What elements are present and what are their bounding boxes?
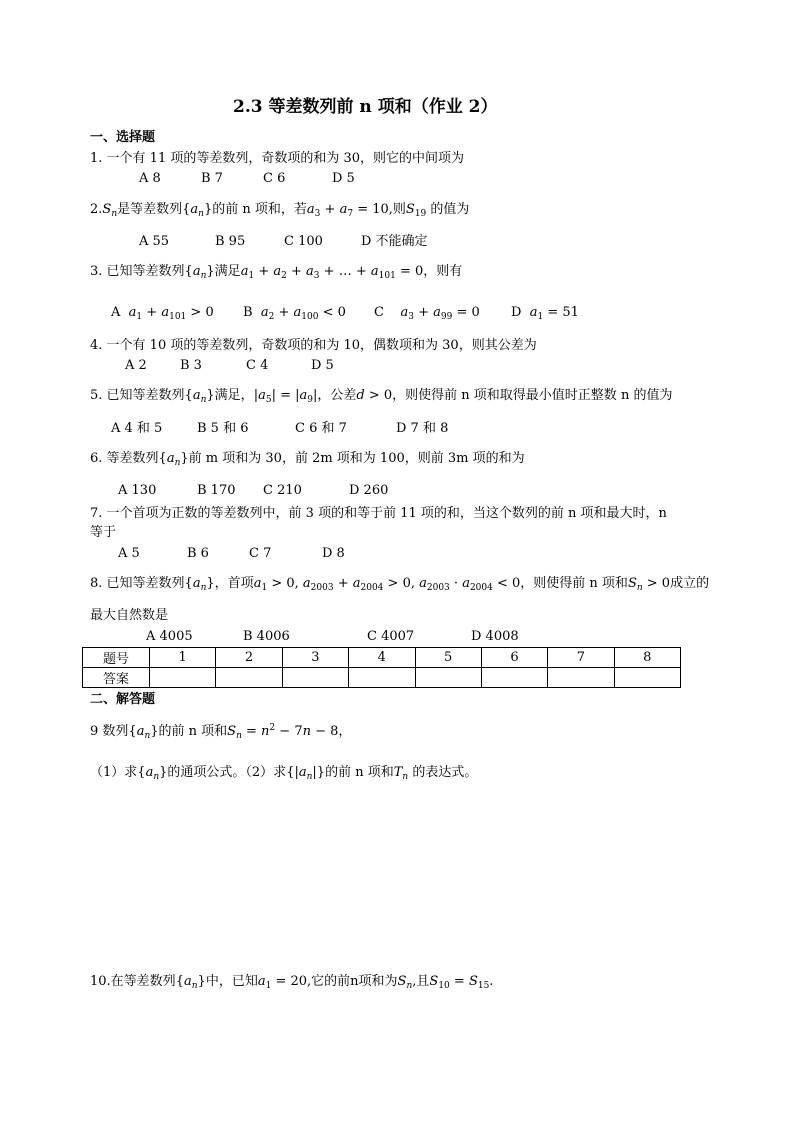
q9-part-3: 的前 n 项和 xyxy=(325,765,394,780)
q8-text-3: ，则使得前 n 项和 xyxy=(520,576,628,591)
table-number-3: 3 xyxy=(282,648,348,668)
table-number-1: 1 xyxy=(150,648,216,668)
table-number-8: 8 xyxy=(614,648,680,668)
question-1-stem: 1. 一个有 11 项的等差数列，奇数项的和为 30，则它的中间项为 xyxy=(90,151,465,166)
table-number-2: 2 xyxy=(216,648,282,668)
q8-text-2: ，首项 xyxy=(214,576,254,591)
q5-text-3: ，公差 xyxy=(317,388,357,403)
q2-text-4: 的值为 xyxy=(430,202,470,217)
q2-text-3: 则 xyxy=(392,202,406,217)
q1-option-a: A 8 xyxy=(139,171,161,186)
q7-option-b: B 6 xyxy=(187,546,209,561)
q1-option-d: D 5 xyxy=(332,171,355,186)
q3-text-2: 满足 xyxy=(214,264,241,279)
q8-text-1: 8. 已知等差数列 xyxy=(90,576,185,591)
answer-cell-4[interactable] xyxy=(349,668,415,688)
q6-text-1: 6. 等差数列 xyxy=(90,451,159,466)
q5-option-c: C 6 和 7 xyxy=(295,421,347,436)
q6-option-b: B 170 xyxy=(197,483,236,498)
q2-text-2: 的前 n 项和，若 xyxy=(212,202,307,217)
q3-option-d: D $a_1 = 51$ xyxy=(511,305,579,322)
q6-option-c: C 210 xyxy=(263,483,302,498)
q3-text-1: 3. 已知等差数列 xyxy=(90,264,185,279)
question-9-stem: 9 数列$\{a_n\}$的前 n 项和$S_n = n^2 - 7n - 8$， xyxy=(90,723,352,741)
question-7-line-1: 7. 一个首项为正数的等差数列中，前 3 项的和等于前 11 项的和，当这个数列的前 n 项和最大时，n xyxy=(90,506,667,521)
q2-option-d: D 不能确定 xyxy=(361,234,428,249)
q7-option-c: C 7 xyxy=(249,546,272,561)
q3-option-a: A $a_1 + a_{101} > 0$ xyxy=(111,305,214,322)
answer-cell-8[interactable] xyxy=(614,668,680,688)
q10-text-3: 它的前n项和为 xyxy=(311,974,398,989)
q5-option-a: A 4 和 5 xyxy=(111,421,163,436)
table-number-4: 4 xyxy=(349,648,415,668)
table-number-5: 5 xyxy=(415,648,481,668)
q10-text-2: 中，已知 xyxy=(205,974,258,989)
q1-option-c: C 6 xyxy=(263,171,286,186)
q3-option-c-letter: C xyxy=(374,305,384,320)
q5-text-4: ，则使得前 n 项和取得最小值时正整数 n 的值为 xyxy=(392,388,673,403)
answer-cell-6[interactable] xyxy=(481,668,547,688)
q4-option-b: B 3 xyxy=(180,358,202,373)
q9-part-1: （1）求 xyxy=(90,765,138,780)
page-title: 2.3 等差数列前 n 项和（作业 2） xyxy=(233,97,498,117)
q7-option-a: A 5 xyxy=(118,546,140,561)
table-header-answer: 答案 xyxy=(83,668,150,688)
q3-option-b: B $a_2 + a_{100} < 0$ xyxy=(243,305,346,322)
question-2-stem: $2.S_n$是等差数列$\{a_n\}$的前 n 项和，若$a_3 + a_7 = 10$,则$S_{19}$ 的值为 xyxy=(90,202,470,219)
question-4-stem: 4. 一个有 10 项的等差数列，奇数项的和为 10，偶数项和为 30，则其公差为 xyxy=(90,338,537,353)
q9-text-3: ， xyxy=(338,724,352,739)
q3-text-3: ，则有 xyxy=(423,264,463,279)
q9-part-2: 的通项公式。（2）求 xyxy=(167,765,287,780)
q6-option-a: A 130 xyxy=(118,483,157,498)
q10-text-1: 10.在等差数列 xyxy=(90,974,176,989)
section-heading-solve: 二、解答题 xyxy=(90,692,156,707)
question-6-stem: 6. 等差数列$\{a_n\}$前 m 项和为 30，前 2m 项和为 100，则前 3m 项的和为 xyxy=(90,451,525,468)
q6-text-2: 前 m 项和为 30，前 2m 项和为 100，则前 3m 项的和为 xyxy=(188,451,525,466)
answer-table-answer-row xyxy=(83,668,681,688)
q10-text-4: 且 xyxy=(416,974,430,989)
q5-text-1: 5. 已知等差数列 xyxy=(90,388,185,403)
q2-number: 2. xyxy=(90,202,103,217)
answer-cell-3[interactable] xyxy=(282,668,348,688)
question-9-parts: （1）求$\{a_n\}$的通项公式。（2）求$\{|a_n|\}$的前 n 项和$T_n$ 的表达式。 xyxy=(90,765,478,782)
q3-option-b-letter: B xyxy=(243,305,253,320)
q6-option-d: D 260 xyxy=(349,483,389,498)
section-heading-choice: 一、选择题 xyxy=(90,130,156,145)
answer-cell-2[interactable] xyxy=(216,668,282,688)
q5-option-b: B 5 和 6 xyxy=(197,421,249,436)
q4-option-c: C 4 xyxy=(246,358,269,373)
q5-option-d: D 7 和 8 xyxy=(396,421,449,436)
question-10-stem: 10.在等差数列$\{a_n\}$中，已知$a_1 = 20$,它的前n项和为$S_n$,且$S_{10} = S_{15}$. xyxy=(90,974,494,991)
answer-table-number-row xyxy=(83,648,681,668)
question-5-stem: 5. 已知等差数列$\{a_n\}$满足，$|a_5| = |a_9|$，公差d > 0，则使得前 n 项和取得最小值时正整数 n 的值为 xyxy=(90,388,673,405)
q8-option-d: D 4008 xyxy=(471,629,519,644)
question-7-line-2: 等于 xyxy=(90,525,117,540)
table-number-6: 6 xyxy=(481,648,547,668)
answer-cell-5[interactable] xyxy=(415,668,481,688)
q8-option-a: A 4005 xyxy=(146,629,193,644)
q3-option-a-letter: A xyxy=(111,305,121,320)
q7-option-d: D 8 xyxy=(322,546,345,561)
q4-option-a: A 2 xyxy=(125,358,147,373)
table-number-7: 7 xyxy=(548,648,614,668)
question-3-stem: 3. 已知等差数列$\{a_n\}$满足$a_1 + a_2 + a_3$ + … + $a_{101} = 0$，则有 xyxy=(90,264,463,281)
q2-option-a: A 55 xyxy=(139,234,170,249)
q2-option-b: B 95 xyxy=(215,234,246,249)
q9-text-2: 的前 n 项和 xyxy=(158,724,228,739)
answer-table xyxy=(82,647,681,688)
q5-text-2: 满足， xyxy=(214,388,254,403)
answer-cell-1[interactable] xyxy=(150,668,216,688)
q8-text-4: 成立的 xyxy=(670,576,710,591)
answer-cell-7[interactable] xyxy=(548,668,614,688)
table-header-number: 题号 xyxy=(83,648,150,668)
q2-text-1: 是等差数列 xyxy=(117,202,183,217)
q8-option-c: C 4007 xyxy=(367,629,415,644)
q8-option-b: B 4006 xyxy=(243,629,290,644)
q3-option-c: C $a_3 + a_{99} = 0$ xyxy=(374,305,480,322)
q3-option-d-letter: D xyxy=(511,305,522,320)
question-8-stem: 8. 已知等差数列$\{a_n\}$，首项$a_1 > 0$, $a_{2003} + a_{2004} > 0$, $a_{2003} \cdot a_{2004} < 0$，则使得前 n 项和$S_n > 0$成立的 xyxy=(90,576,710,593)
q4-option-d: D 5 xyxy=(311,358,334,373)
q9-part-4: 的表达式。 xyxy=(412,765,478,780)
q9-text-1: 9 数列 xyxy=(90,724,129,739)
q2-option-c: C 100 xyxy=(284,234,323,249)
q1-option-b: B 7 xyxy=(201,171,223,186)
question-8-line-2: 最大自然数是 xyxy=(90,608,169,623)
